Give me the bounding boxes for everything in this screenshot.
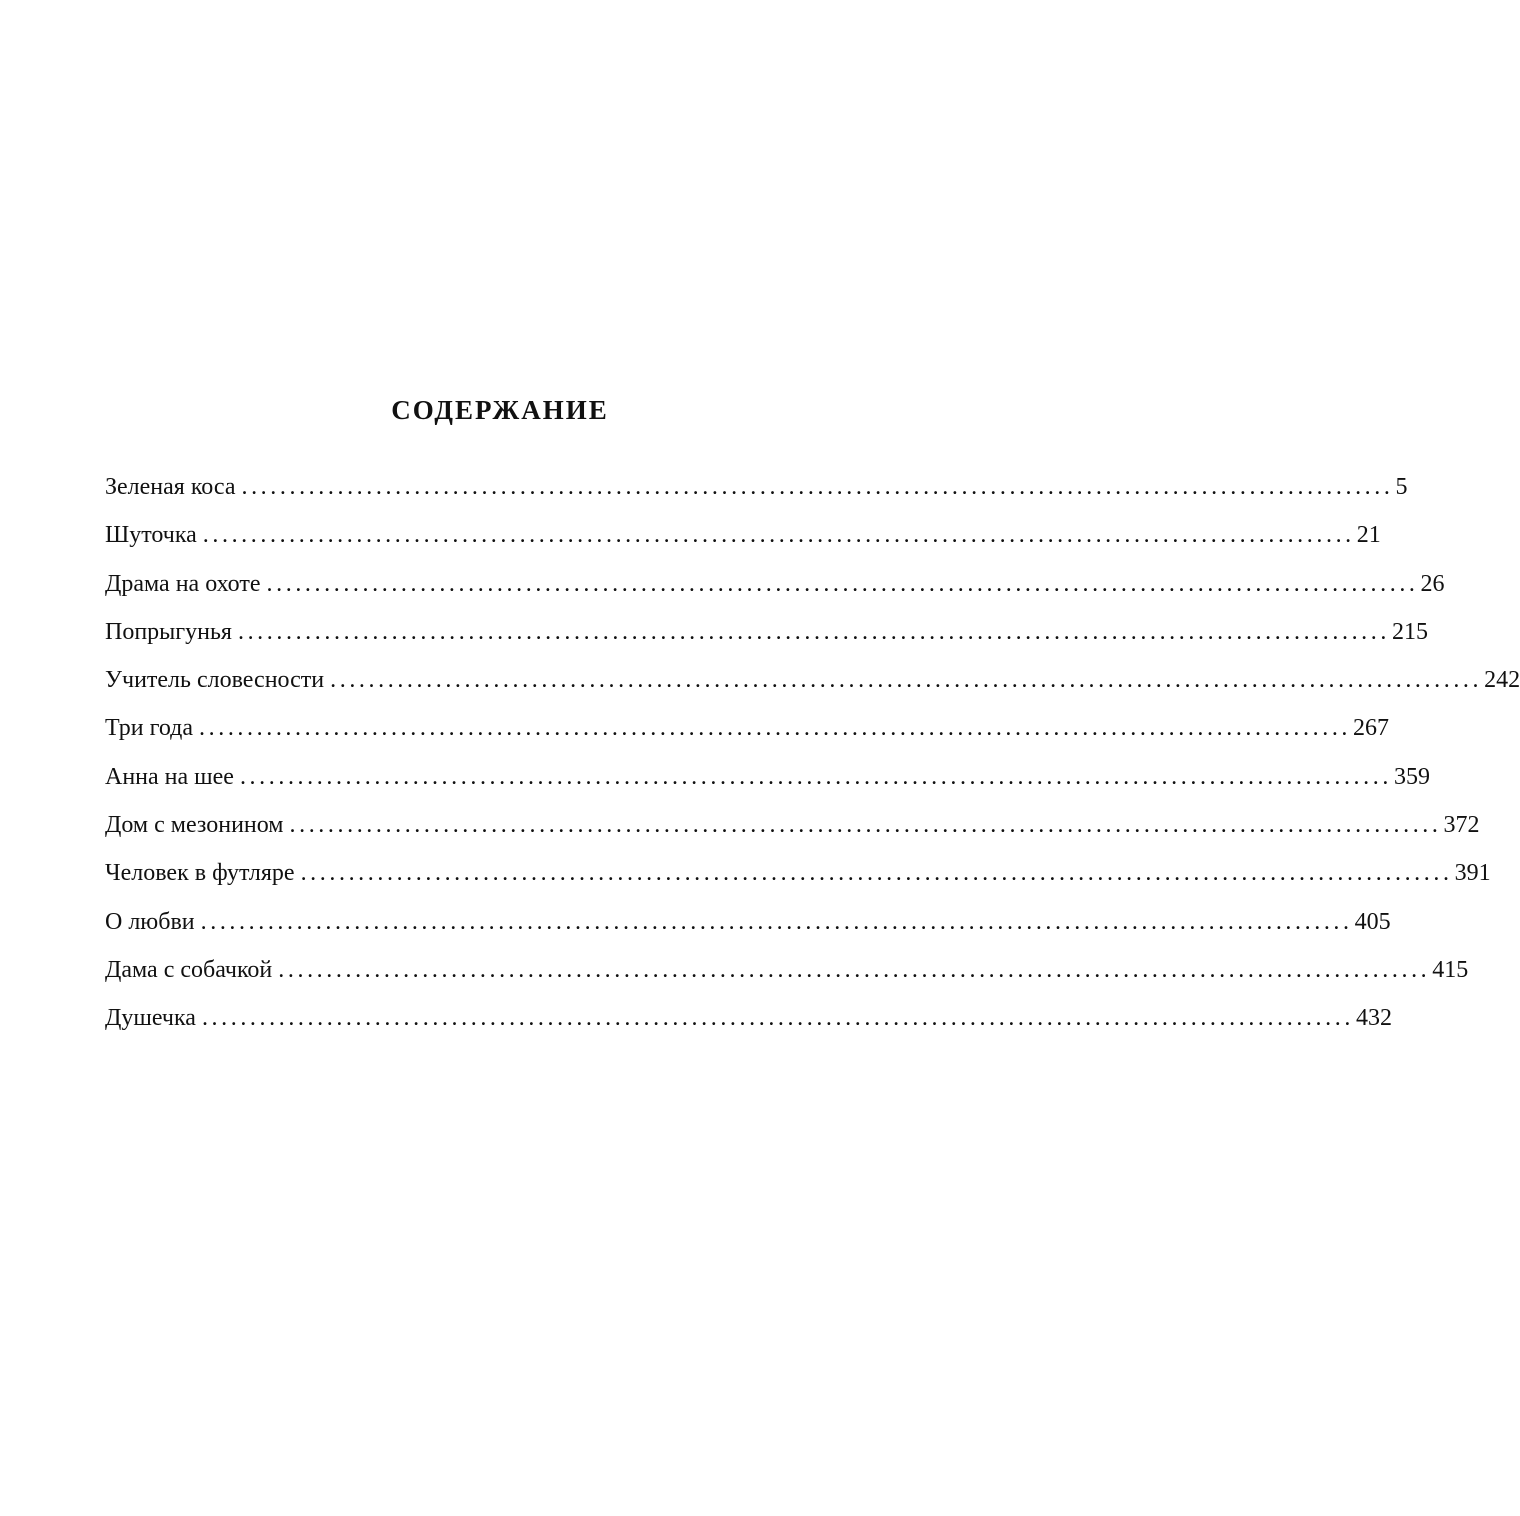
toc-entry-page: 21 <box>1356 522 1381 549</box>
toc-entry-page: 242 <box>1484 667 1520 694</box>
dot-leader: ........................................................................................................................ <box>266 570 1419 597</box>
dot-leader: ........................................................................................................................ <box>202 522 1355 549</box>
dot-leader: ........................................................................................................................ <box>330 667 1483 694</box>
toc-entry-page: 5 <box>1395 474 1408 500</box>
toc-entry <box>105 996 1392 1044</box>
toc-entry-page: 26 <box>1420 570 1445 597</box>
dot-leader: ........................................................................................................................ <box>239 763 1392 790</box>
toc-entry-page: 215 <box>1391 618 1428 645</box>
toc-entry-title: Попрыгунья <box>105 618 232 645</box>
dot-leader: ........................................................................................................................ <box>300 860 1453 887</box>
toc-entry-title: Учитель словесности <box>105 667 325 694</box>
toc-entry-page: 267 <box>1353 715 1390 742</box>
toc-entry-title: Драма на охоте <box>105 570 261 597</box>
toc-entry <box>105 755 1430 803</box>
dot-leader: ........................................................................................................................ <box>199 715 1352 742</box>
dot-leader: ........................................................................................................................ <box>201 1005 1354 1032</box>
toc-entry-page: 405 <box>1354 908 1391 935</box>
toc-entry <box>105 610 1428 658</box>
dot-leader: ........................................................................................................................ <box>278 956 1431 983</box>
toc-entry-title: Три года <box>105 715 194 742</box>
toc-entry-page: 359 <box>1393 763 1430 790</box>
toc-entry <box>105 948 1469 996</box>
dot-leader: ........................................................................................................................ <box>200 908 1353 935</box>
toc-entry-title: Душечка <box>105 1005 196 1032</box>
toc-entry <box>105 900 1391 948</box>
toc-entry-title: Зеленая коса <box>105 474 236 500</box>
toc-entry-title: Человек в футляре <box>105 860 295 887</box>
toc-entry <box>105 562 1445 610</box>
toc-entry-page: 432 <box>1355 1005 1392 1032</box>
toc-entry-title: Шуточка <box>105 522 197 549</box>
toc-entry-title: О любви <box>105 908 195 935</box>
dot-leader: ........................................................................................................................ <box>289 812 1442 839</box>
toc-entry-title: Дом с мезонином <box>105 812 284 839</box>
toc-entry <box>105 658 1520 706</box>
dot-leader: ........................................................................................................................ <box>237 618 1390 645</box>
toc-heading: СОДЕРЖАНИЕ <box>391 395 609 425</box>
toc-entry-page: 415 <box>1432 956 1469 983</box>
toc-entry <box>105 465 1408 513</box>
dot-leader: ........................................................................................................................ <box>241 474 1394 500</box>
toc-entry <box>105 851 1491 899</box>
toc-entry-title: Анна на шее <box>105 763 234 790</box>
toc-entry-page: 391 <box>1454 860 1491 887</box>
toc-entry-page: 372 <box>1443 812 1480 839</box>
toc-entry <box>105 513 1381 561</box>
toc-entry <box>105 803 1480 851</box>
toc-list <box>105 465 1520 1045</box>
toc-entry <box>105 706 1390 754</box>
toc-entry-title: Дама с собачкой <box>105 956 273 983</box>
